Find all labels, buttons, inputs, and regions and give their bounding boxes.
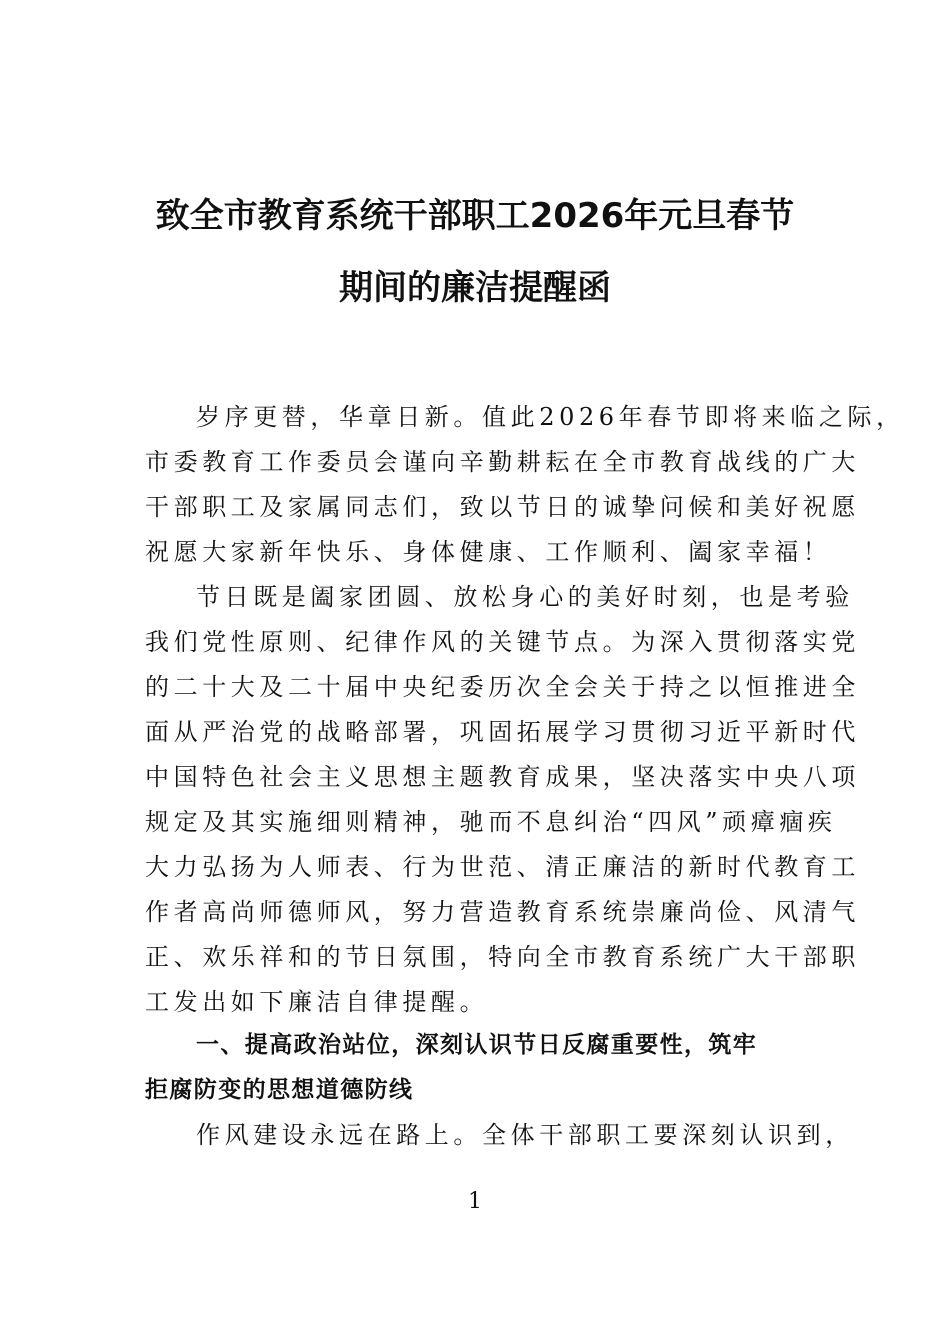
section-heading-line-2: 拒腐防变的思想道德防线 [145, 1077, 414, 1103]
body-line: 我们党性原则、纪律作风的关键节点。为深入贯彻落实党 [145, 628, 860, 656]
body-line: 面从严治党的战略部署，巩固拓展学习贯彻习近平新时代 [145, 718, 860, 746]
body-line: 正、欢乐祥和的节日氛围，特向全市教育系统广大干部职 [145, 943, 860, 971]
document-title-line-1: 致全市教育系统干部职工2026年元旦春节 [155, 196, 795, 236]
document-title-line-2: 期间的廉洁提醒函 [339, 268, 611, 308]
body-line: 大力弘扬为人师表、行为世范、清正廉洁的新时代教育工 [145, 853, 860, 881]
body-line: 岁序更替，华章日新。值此2026年春节即将来临之际， [196, 403, 905, 431]
section-heading-line-1: 一、提高政治站位，深刻认识节日反腐重要性，筑牢 [196, 1032, 758, 1058]
body-line: 祝愿大家新年快乐、身体健康、工作顺利、阖家幸福！ [145, 538, 832, 566]
body-line: 市委教育工作委员会谨向辛勤耕耘在全市教育战线的广大 [145, 448, 860, 476]
body-line: 作风建设永远在路上。全体干部职工要深刻认识到， [196, 1121, 854, 1149]
body-line: 工发出如下廉洁自律提醒。 [145, 988, 489, 1016]
body-line: 节日既是阖家团圆、放松身心的美好时刻，也是考验 [196, 583, 854, 611]
body-line: 干部职工及家属同志们，致以节日的诚挚问候和美好祝愿 [145, 493, 860, 521]
body-line: 作者高尚师德师风，努力营造教育系统崇廉尚俭、风清气 [145, 898, 860, 926]
body-line: 的二十大及二十届中央纪委历次全会关于持之以恒推进全 [145, 673, 860, 701]
body-line: 中国特色社会主义思想主题教育成果，坚决落实中央八项 [145, 763, 860, 791]
page-number: 1 [468, 1189, 482, 1214]
body-line: 规定及其实施细则精神，驰而不息纠治“四风”顽瘴痼疾 [145, 808, 837, 836]
